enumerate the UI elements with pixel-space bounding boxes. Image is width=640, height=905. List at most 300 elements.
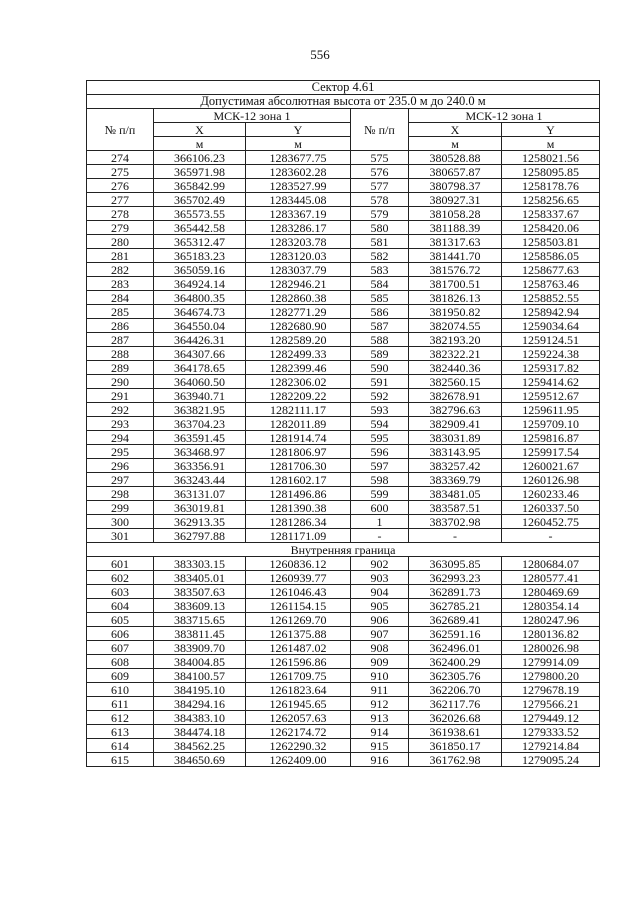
table-cell: 1258677.63 — [502, 263, 600, 277]
table-cell: 1283677.75 — [246, 151, 351, 165]
table-cell: 292 — [87, 403, 154, 417]
table-cell: 1280247.96 — [502, 613, 600, 627]
table-cell: 381188.39 — [409, 221, 502, 235]
table-row — [87, 627, 600, 641]
table-cell: 364307.66 — [154, 347, 246, 361]
table-cell: 365702.49 — [154, 193, 246, 207]
table-cell: 1281914.74 — [246, 431, 351, 445]
table-cell: 1260452.75 — [502, 515, 600, 529]
table-cell: 597 — [351, 459, 409, 473]
table-cell: 361762.98 — [409, 753, 502, 767]
table-cell: 1259124.51 — [502, 333, 600, 347]
table-cell: 588 — [351, 333, 409, 347]
table-cell: 362026.68 — [409, 711, 502, 725]
table-cell: 1283445.08 — [246, 193, 351, 207]
table-cell: 1281390.38 — [246, 501, 351, 515]
table-cell: 363019.81 — [154, 501, 246, 515]
table-row — [87, 599, 600, 613]
table-cell: 1261945.65 — [246, 697, 351, 711]
table-cell: 1279566.21 — [502, 697, 600, 711]
table-cell: 1259709.10 — [502, 417, 600, 431]
table-row — [87, 683, 600, 697]
table-cell: 289 — [87, 361, 154, 375]
table-row — [87, 431, 600, 445]
table-cell: 1279449.12 — [502, 711, 600, 725]
table-cell: 591 — [351, 375, 409, 389]
table-cell: 1261823.64 — [246, 683, 351, 697]
table-cell: - — [502, 529, 600, 543]
table-cell: 363243.44 — [154, 473, 246, 487]
table-cell: 1282946.21 — [246, 277, 351, 291]
table-cell: 1261269.70 — [246, 613, 351, 627]
table-cell: 364178.65 — [154, 361, 246, 375]
table-cell: 383257.42 — [409, 459, 502, 473]
table-cell: 1283203.78 — [246, 235, 351, 249]
table-cell: 575 — [351, 151, 409, 165]
table-cell: 363821.95 — [154, 403, 246, 417]
table-cell: 275 — [87, 165, 154, 179]
table-cell: 382074.55 — [409, 319, 502, 333]
table-cell: 914 — [351, 725, 409, 739]
table-cell: 906 — [351, 613, 409, 627]
table-cell: 1260939.77 — [246, 571, 351, 585]
table-cell: 903 — [351, 571, 409, 585]
table-cell: 364800.35 — [154, 291, 246, 305]
table-cell: 1262057.63 — [246, 711, 351, 725]
table-cell: 1260836.12 — [246, 557, 351, 571]
table-cell: 362305.76 — [409, 669, 502, 683]
table-row — [87, 739, 600, 753]
unit-y-left: м — [246, 137, 351, 151]
table-row — [87, 529, 600, 543]
table-cell: 1283037.79 — [246, 263, 351, 277]
table-cell: 364550.04 — [154, 319, 246, 333]
table-cell: 908 — [351, 641, 409, 655]
table-cell: 280 — [87, 235, 154, 249]
table-cell: 365312.47 — [154, 235, 246, 249]
table-row — [87, 305, 600, 319]
page-number: 556 — [310, 47, 330, 62]
table-cell: 366106.23 — [154, 151, 246, 165]
table-cell: 607 — [87, 641, 154, 655]
table-cell: 586 — [351, 305, 409, 319]
table-cell: 600 — [351, 501, 409, 515]
table-cell: 364924.14 — [154, 277, 246, 291]
table-cell: 365971.98 — [154, 165, 246, 179]
table-cell: 1281602.17 — [246, 473, 351, 487]
table-cell: 902 — [351, 557, 409, 571]
table-cell: 383811.45 — [154, 627, 246, 641]
table-cell: 904 — [351, 585, 409, 599]
table-cell: 274 — [87, 151, 154, 165]
table-cell: 381058.28 — [409, 207, 502, 221]
table-cell: 1282499.33 — [246, 347, 351, 361]
inner-boundary-row — [87, 543, 600, 557]
table-cell: 590 — [351, 361, 409, 375]
table-cell: 1280026.98 — [502, 641, 600, 655]
table-cell: 381826.13 — [409, 291, 502, 305]
table-cell: 382678.91 — [409, 389, 502, 403]
table-row — [87, 487, 600, 501]
table-cell: 382909.41 — [409, 417, 502, 431]
table-cell: 382440.36 — [409, 361, 502, 375]
table-cell: 1261375.88 — [246, 627, 351, 641]
table-cell: 905 — [351, 599, 409, 613]
table-row — [87, 501, 600, 515]
table-cell: 364060.50 — [154, 375, 246, 389]
table-cell: 909 — [351, 655, 409, 669]
table-cell: 284 — [87, 291, 154, 305]
table-cell: 381317.63 — [409, 235, 502, 249]
table-row — [87, 277, 600, 291]
table-cell: 1279678.19 — [502, 683, 600, 697]
table-cell: 361850.17 — [409, 739, 502, 753]
table-row — [87, 319, 600, 333]
table-cell: 1283286.17 — [246, 221, 351, 235]
table-cell: 1258021.56 — [502, 151, 600, 165]
table-cell: 1281806.97 — [246, 445, 351, 459]
table-cell: 364426.31 — [154, 333, 246, 347]
table-cell: 602 — [87, 571, 154, 585]
table-row — [87, 263, 600, 277]
table-row — [87, 669, 600, 683]
table-cell: 1258337.67 — [502, 207, 600, 221]
table-cell: 380798.37 — [409, 179, 502, 193]
table-cell: 615 — [87, 753, 154, 767]
table-cell: 1281706.30 — [246, 459, 351, 473]
table-cell: 1258420.06 — [502, 221, 600, 235]
unit-y-right: м — [502, 137, 600, 151]
table-cell: 383405.01 — [154, 571, 246, 585]
table-cell: - — [409, 529, 502, 543]
table-cell: 286 — [87, 319, 154, 333]
table-cell: 1283602.28 — [246, 165, 351, 179]
table-row — [87, 571, 600, 585]
table-cell: 1282111.17 — [246, 403, 351, 417]
table-cell: 583 — [351, 263, 409, 277]
table-row — [87, 235, 600, 249]
table-cell: 362400.29 — [409, 655, 502, 669]
table-cell: 1282306.02 — [246, 375, 351, 389]
table-cell: 595 — [351, 431, 409, 445]
table-cell: 603 — [87, 585, 154, 599]
zone-header-left: МСК-12 зона 1 — [154, 109, 351, 123]
table-cell: 279 — [87, 221, 154, 235]
table-cell: 363591.45 — [154, 431, 246, 445]
table-row — [87, 403, 600, 417]
table-cell: 609 — [87, 669, 154, 683]
table-cell: 276 — [87, 179, 154, 193]
table-cell: 1258942.94 — [502, 305, 600, 319]
table-cell: 383715.65 — [154, 613, 246, 627]
table-cell: 1260126.98 — [502, 473, 600, 487]
table-cell: 1258763.46 — [502, 277, 600, 291]
table-cell: 1282771.29 — [246, 305, 351, 319]
table-row — [87, 165, 600, 179]
table-cell: 364674.73 — [154, 305, 246, 319]
table-cell: 296 — [87, 459, 154, 473]
table-cell: 1280136.82 — [502, 627, 600, 641]
table-cell: 1282399.46 — [246, 361, 351, 375]
table-cell: 1262409.00 — [246, 753, 351, 767]
table-row — [87, 193, 600, 207]
table-row — [87, 711, 600, 725]
table-cell: 381700.51 — [409, 277, 502, 291]
table-cell: 582 — [351, 249, 409, 263]
table-row — [87, 179, 600, 193]
table-cell: 1282680.90 — [246, 319, 351, 333]
num-header-right: № п/п — [351, 109, 409, 151]
table-cell: 382322.21 — [409, 347, 502, 361]
table-cell: 362913.35 — [154, 515, 246, 529]
table-row — [87, 753, 600, 767]
table-cell: 365842.99 — [154, 179, 246, 193]
x-header-right: X — [409, 123, 502, 137]
table-row — [87, 291, 600, 305]
table-cell: 283 — [87, 277, 154, 291]
table-cell: 380528.88 — [409, 151, 502, 165]
table-row — [87, 333, 600, 347]
table-cell: 287 — [87, 333, 154, 347]
table-row — [87, 151, 600, 165]
table-cell: 383031.89 — [409, 431, 502, 445]
table-cell: 362206.70 — [409, 683, 502, 697]
table-cell: 362891.73 — [409, 585, 502, 599]
table-cell: 1259224.38 — [502, 347, 600, 361]
table-cell: 365573.55 — [154, 207, 246, 221]
table-cell: 915 — [351, 739, 409, 753]
table-row — [87, 389, 600, 403]
table-cell: 1261046.43 — [246, 585, 351, 599]
table-cell: 1258503.81 — [502, 235, 600, 249]
table-cell: 1258178.76 — [502, 179, 600, 193]
table-cell: 610 — [87, 683, 154, 697]
table-cell: 604 — [87, 599, 154, 613]
table-row — [87, 473, 600, 487]
table-cell: 362496.01 — [409, 641, 502, 655]
table-cell: 584 — [351, 277, 409, 291]
table-cell: 1261154.15 — [246, 599, 351, 613]
table-cell: 608 — [87, 655, 154, 669]
table-cell: 363704.23 — [154, 417, 246, 431]
x-header-left: X — [154, 123, 246, 137]
table-cell: 1258095.85 — [502, 165, 600, 179]
table-cell: 1279095.24 — [502, 753, 600, 767]
table-cell: 580 — [351, 221, 409, 235]
coordinates-table — [86, 80, 600, 767]
table-cell: 382796.63 — [409, 403, 502, 417]
table-row — [87, 613, 600, 627]
table-cell: 1280577.41 — [502, 571, 600, 585]
table-row — [87, 221, 600, 235]
table-cell: 365183.23 — [154, 249, 246, 263]
table-cell: 294 — [87, 431, 154, 445]
table-cell: 1282011.89 — [246, 417, 351, 431]
table-row — [87, 445, 600, 459]
height-range-title: Допустимая абсолютная высота от 235.0 м до 240.0 м — [87, 95, 600, 109]
table-cell: 383587.51 — [409, 501, 502, 515]
table-cell: 1283367.19 — [246, 207, 351, 221]
table-cell: 601 — [87, 557, 154, 571]
unit-x-left: м — [154, 137, 246, 151]
table-row — [87, 557, 600, 571]
table-cell: 282 — [87, 263, 154, 277]
table-cell: 383702.98 — [409, 515, 502, 529]
table-cell: 362689.41 — [409, 613, 502, 627]
table-cell: 384474.18 — [154, 725, 246, 739]
table-cell: 362117.76 — [409, 697, 502, 711]
table-cell: 1262290.32 — [246, 739, 351, 753]
table-cell: 380657.87 — [409, 165, 502, 179]
table-cell: 384294.16 — [154, 697, 246, 711]
table-cell: - — [351, 529, 409, 543]
table-cell: 277 — [87, 193, 154, 207]
table-cell: 1261487.02 — [246, 641, 351, 655]
sector-title: Сектор 4.61 — [87, 81, 600, 95]
table-cell: 362785.21 — [409, 599, 502, 613]
table-cell: 1281286.34 — [246, 515, 351, 529]
table-cell: 363131.07 — [154, 487, 246, 501]
y-header-right: Y — [502, 123, 600, 137]
unit-x-right: м — [409, 137, 502, 151]
table-cell: 301 — [87, 529, 154, 543]
table-cell: 290 — [87, 375, 154, 389]
table-cell: 1283120.03 — [246, 249, 351, 263]
table-cell: 380927.31 — [409, 193, 502, 207]
table-cell: 362591.16 — [409, 627, 502, 641]
table-cell: 285 — [87, 305, 154, 319]
table-cell: 913 — [351, 711, 409, 725]
table-cell: 1282860.38 — [246, 291, 351, 305]
table-cell: 576 — [351, 165, 409, 179]
table-cell: 1280684.07 — [502, 557, 600, 571]
table-cell: 384383.10 — [154, 711, 246, 725]
table-cell: 384100.57 — [154, 669, 246, 683]
table-cell: 382560.15 — [409, 375, 502, 389]
table-cell: 384004.85 — [154, 655, 246, 669]
table-cell: 1258586.05 — [502, 249, 600, 263]
table-cell: 1283527.99 — [246, 179, 351, 193]
table-cell: 1260337.50 — [502, 501, 600, 515]
y-header-left: Y — [246, 123, 351, 137]
table-cell: 295 — [87, 445, 154, 459]
table-cell: 365059.16 — [154, 263, 246, 277]
table-cell: 291 — [87, 389, 154, 403]
table-cell: 278 — [87, 207, 154, 221]
table-row — [87, 655, 600, 669]
zone-header-right: МСК-12 зона 1 — [409, 109, 600, 123]
table-cell: 1259512.67 — [502, 389, 600, 403]
table-cell: 594 — [351, 417, 409, 431]
table-cell: 363940.71 — [154, 389, 246, 403]
table-cell: 1 — [351, 515, 409, 529]
table-row — [87, 347, 600, 361]
table-cell: 384195.10 — [154, 683, 246, 697]
table-cell: 1259611.95 — [502, 403, 600, 417]
table-cell: 605 — [87, 613, 154, 627]
table-cell: 599 — [351, 487, 409, 501]
table-cell: 1261709.75 — [246, 669, 351, 683]
table-cell: 288 — [87, 347, 154, 361]
table-cell: 1259317.82 — [502, 361, 600, 375]
table-cell: 598 — [351, 473, 409, 487]
table-cell: 1258256.65 — [502, 193, 600, 207]
table-cell: 579 — [351, 207, 409, 221]
table-cell: 363095.85 — [409, 557, 502, 571]
table-cell: 1260021.67 — [502, 459, 600, 473]
table-cell: 383143.95 — [409, 445, 502, 459]
table-cell: 589 — [351, 347, 409, 361]
table-cell: 383369.79 — [409, 473, 502, 487]
table-cell: 384562.25 — [154, 739, 246, 753]
table-cell: 1282209.22 — [246, 389, 351, 403]
table-row — [87, 515, 600, 529]
table-cell: 578 — [351, 193, 409, 207]
num-header-left: № п/п — [87, 109, 154, 151]
table-cell: 1280469.69 — [502, 585, 600, 599]
table-cell: 592 — [351, 389, 409, 403]
table-cell: 383507.63 — [154, 585, 246, 599]
table-cell: 1259816.87 — [502, 431, 600, 445]
table-cell: 381576.72 — [409, 263, 502, 277]
table-cell: 1260233.46 — [502, 487, 600, 501]
table-cell: 587 — [351, 319, 409, 333]
table-cell: 363468.97 — [154, 445, 246, 459]
table-cell: 910 — [351, 669, 409, 683]
table-cell: 383481.05 — [409, 487, 502, 501]
table-cell: 577 — [351, 179, 409, 193]
table-cell: 1279214.84 — [502, 739, 600, 753]
table-cell: 911 — [351, 683, 409, 697]
table-cell: 1259414.62 — [502, 375, 600, 389]
table-cell: 613 — [87, 725, 154, 739]
table-cell: 593 — [351, 403, 409, 417]
table-cell: 297 — [87, 473, 154, 487]
table-cell: 1281171.09 — [246, 529, 351, 543]
table-cell: 362993.23 — [409, 571, 502, 585]
table-row — [87, 725, 600, 739]
table-cell: 1281496.86 — [246, 487, 351, 501]
table-cell: 299 — [87, 501, 154, 515]
table-cell: 612 — [87, 711, 154, 725]
table-cell: 916 — [351, 753, 409, 767]
table-cell: 382193.20 — [409, 333, 502, 347]
table-cell: 596 — [351, 445, 409, 459]
table-cell: 384650.69 — [154, 753, 246, 767]
table-cell: 907 — [351, 627, 409, 641]
table-row — [87, 207, 600, 221]
table-row — [87, 361, 600, 375]
table-cell: 1282589.20 — [246, 333, 351, 347]
table-cell: 381950.82 — [409, 305, 502, 319]
table-cell: 383609.13 — [154, 599, 246, 613]
table-cell: 365442.58 — [154, 221, 246, 235]
table-row — [87, 249, 600, 263]
inner-boundary-label: Внутренняя граница — [87, 543, 600, 557]
table-cell: 383303.15 — [154, 557, 246, 571]
table-row — [87, 459, 600, 473]
table-cell: 381441.70 — [409, 249, 502, 263]
table-cell: 1259034.64 — [502, 319, 600, 333]
table-cell: 611 — [87, 697, 154, 711]
table-row — [87, 697, 600, 711]
table-cell: 300 — [87, 515, 154, 529]
table-cell: 1259917.54 — [502, 445, 600, 459]
table-cell: 383909.70 — [154, 641, 246, 655]
table-cell: 1280354.14 — [502, 599, 600, 613]
table-cell: 581 — [351, 235, 409, 249]
table-row — [87, 375, 600, 389]
